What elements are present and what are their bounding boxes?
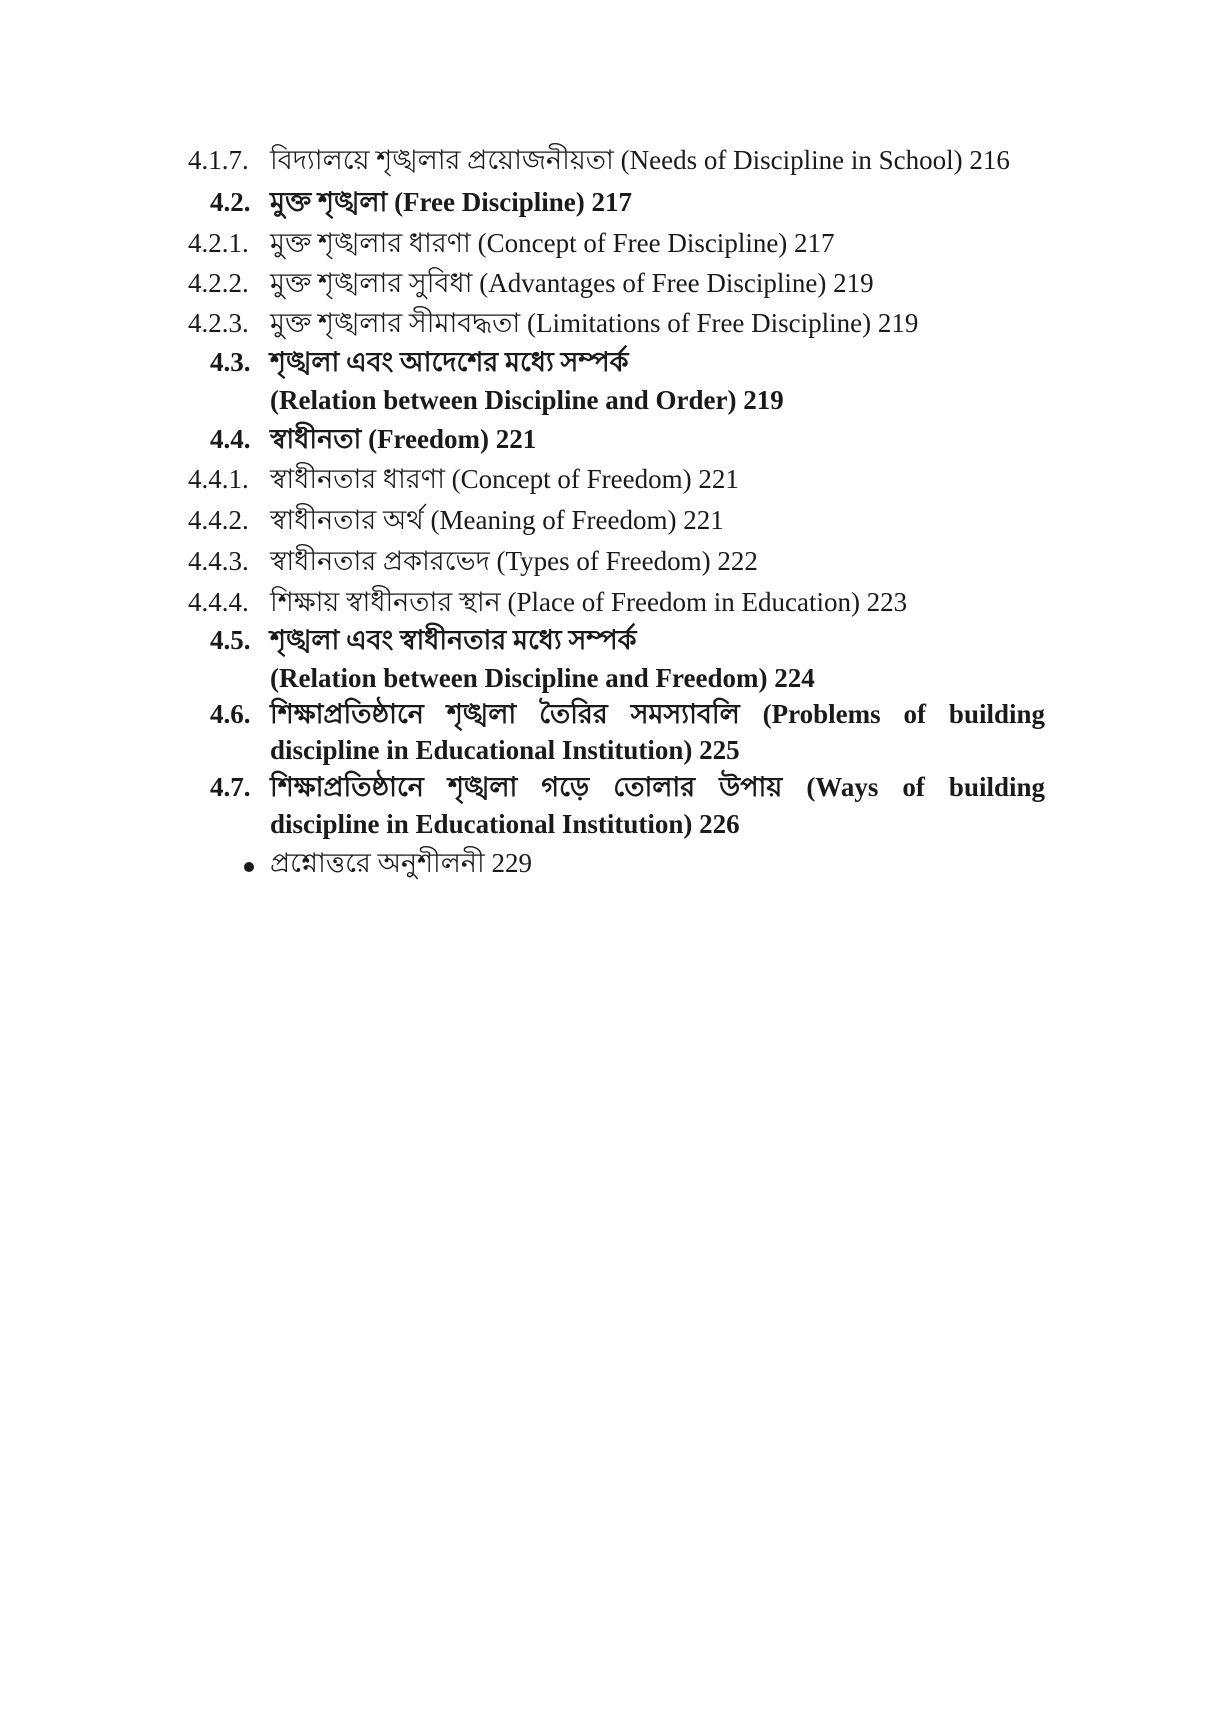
entry-title: স্বাধীনতার প্রকারভেদ (Types of Freedom) 222 — [270, 546, 758, 576]
entry-title: মুক্ত শৃঙ্খলার সীমাবদ্ধতা (Limitations of Free Discipline) 219 — [270, 308, 919, 338]
entry-number: 4.4.3. — [188, 546, 249, 576]
entry-title: মুক্ত শৃঙ্খলার ধারণা (Concept of Free Discipline) 217 — [270, 228, 835, 258]
entry-number: 4.5. — [210, 625, 251, 655]
entry-number: 4.7. — [210, 772, 251, 802]
entry-title: স্বাধীনতা (Freedom) 221 — [270, 424, 537, 454]
entry-number: 4.3. — [210, 347, 251, 377]
entry-title-continued: discipline in Educational Institution) 226 — [270, 809, 740, 839]
entry-title: শিক্ষায় স্বাধীনতার স্থান (Place of Freedom in Education) 223 — [270, 587, 908, 617]
entry-title: স্বাধীনতার ধারণা (Concept of Freedom) 221 — [270, 464, 739, 494]
entry-title: মুক্ত শৃঙ্খলা (Free Discipline) 217 — [270, 187, 633, 217]
entry-title-continued: (Relation between Discipline and Order) 219 — [270, 385, 784, 415]
entry-title: শৃঙ্খলা এবং স্বাধীনতার মধ্যে সম্পর্ক — [270, 625, 637, 655]
entry-title: স্বাধীনতার অর্থ (Meaning of Freedom) 221 — [270, 505, 724, 535]
entry-title: প্রশ্নোত্তরে অনুশীলনী 229 — [270, 848, 532, 878]
entry-number: 4.4.2. — [188, 505, 249, 535]
entry-number: 4.4. — [210, 424, 251, 454]
entry-title: শৃঙ্খলা এবং আদেশের মধ্যে সম্পর্ক — [270, 347, 629, 377]
entry-title-continued: (Relation between Discipline and Freedom) 224 — [270, 663, 815, 693]
entry-title: শিক্ষাপ্রতিষ্ঠানে শৃঙ্খলা গড়ে তোলার উপায় (Ways of building — [270, 772, 1045, 802]
entry-number: 4.2.3. — [188, 308, 249, 338]
entry-number: 4.1.7. — [188, 145, 249, 175]
bullet-icon — [244, 862, 254, 872]
entry-number: 4.4.4. — [188, 587, 249, 617]
entry-number: 4.2. — [210, 187, 251, 217]
entry-number: 4.4.1. — [188, 464, 249, 494]
entry-number: 4.6. — [210, 699, 251, 729]
entry-title: মুক্ত শৃঙ্খলার সুবিধা (Advantages of Free Discipline) 219 — [270, 268, 874, 298]
entry-title: শিক্ষাপ্রতিষ্ঠানে শৃঙ্খলা তৈরির সমস্যাবলি (Problems of building — [270, 699, 1045, 729]
entry-number: 4.2.2. — [188, 268, 249, 298]
entry-number: 4.2.1. — [188, 228, 249, 258]
entry-title: বিদ্যালয়ে শৃঙ্খলার প্রয়োজনীয়তা (Needs of Discipline in School) 216 — [270, 145, 1010, 175]
entry-title-continued: discipline in Educational Institution) 225 — [270, 735, 740, 765]
